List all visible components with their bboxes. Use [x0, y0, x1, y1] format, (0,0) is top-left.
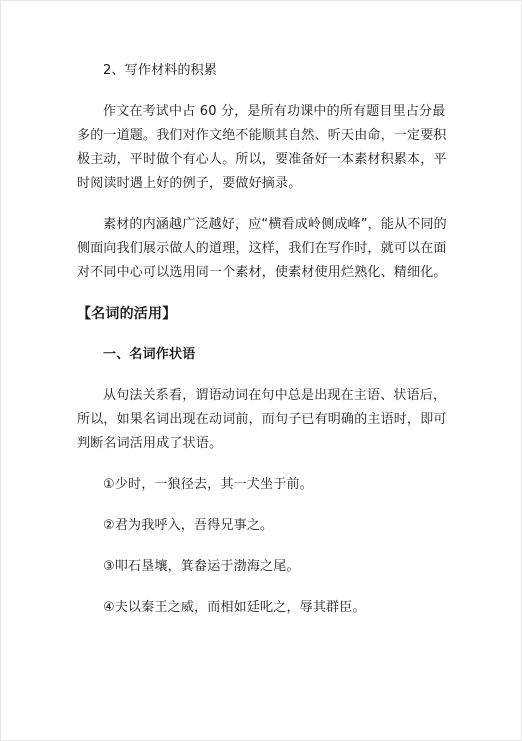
example-sentence-1: ①少时，一狼径去，其一犬坐于前。	[103, 477, 313, 492]
example-sentence-2: ②君为我呼入，吾得兄事之。	[103, 518, 274, 533]
paragraph-composition-score: 作文在考试中占 60 分，是所有功课中的所有题目里占分最多的一道题。我们对作文绝不能顺其自然、听天由命，一定要积极主动，平时做个有心人。所以，要准备好一本素材积累本，平时阅读时遇上好的例子，要做好摘录。	[77, 104, 447, 191]
example-sentence-3: ③叩石垦壤，箕畚运于渤海之尾。	[103, 559, 300, 574]
topic-title: 【名词的活用】	[77, 306, 177, 322]
document-body	[77, 59, 452, 620]
example-sentence-4: ④夫以秦王之威，而相如廷叱之，辱其群臣。	[103, 600, 366, 615]
section-heading: 2、写作材料的积累	[103, 63, 218, 78]
topic-intro: 从句法关系看，谓语动词在句中总是出现在主语、状语后，所以，如果名词出现在动词前，而句子已有明确的主语时，即可判断名词活用成了状语。	[77, 388, 447, 451]
topic-subheading: 一、名词作状语	[103, 347, 196, 362]
paragraph-material-scope: 素材的内涵越广泛越好，应“横看成岭侧成峰”，能从不同的侧面向我们展示做人的道理，这样，我们在写作时，就可以在面对不同中心可以选用同一个素材，使素材使用烂熟化、精细化。	[77, 217, 447, 280]
